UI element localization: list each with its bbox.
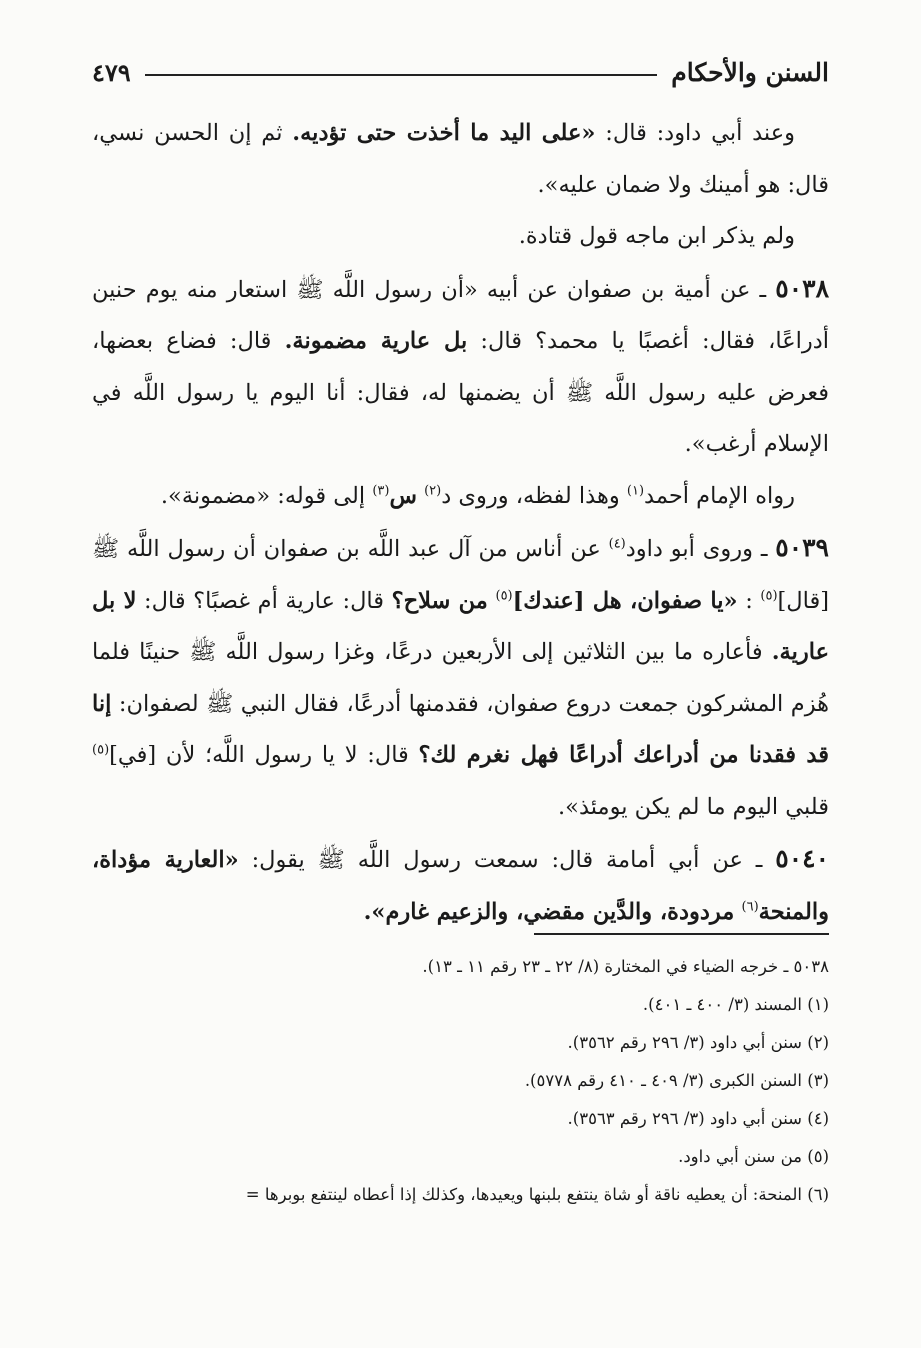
hadith-5038: [92, 263, 829, 471]
hadith-quote: «العارية مؤداة، والمنحة: [92, 847, 829, 925]
hadith-5040: [92, 833, 829, 938]
paragraph-abu-dawud-note: [92, 108, 829, 211]
page-number: ٤٧٩: [92, 57, 131, 87]
hadith-quote: مردودة، والدَّين مقضي، والزعيم غارم».: [363, 898, 735, 925]
text-run: ثم إن الحسن نسي، قال: هو أمينك ولا ضمان عليه».: [92, 120, 829, 198]
footnote-ref: (٦): [741, 899, 759, 914]
header-rule: [145, 74, 658, 76]
footnote-ref: (٤): [608, 536, 626, 552]
footnote-5: (٥) من سنن أبي داود.: [678, 1147, 829, 1166]
paragraph-riwaya: [92, 471, 829, 523]
footnote-ref: (٥): [760, 588, 778, 603]
footnote-separator: [534, 933, 829, 935]
source-abbrev: س: [389, 482, 417, 509]
footnote-ref: (٥): [495, 588, 513, 603]
text-run: وهذا لفظه، وروى د: [441, 482, 620, 509]
hadith-quote: بل عارية مضمونة.: [284, 328, 468, 354]
text-run: قلبي اليوم ما لم يكن يومئذ».: [558, 793, 829, 820]
text-run: قال: لا يا رسول اللَّه؛ لأن [في]: [109, 742, 409, 768]
text-run: إلى قوله: «مضمونة».: [160, 482, 366, 509]
footnotes: [92, 948, 829, 1214]
main-text: [92, 108, 829, 938]
footnote-6: (٦) المنحة: أن يعطيه ناقة أو شاة ينتفع بلبنها ويعيدها، وكذلك إذا أعطاه لينتفع بوبرها =: [245, 1185, 829, 1204]
text-run: قال: عارية أم غصبًا؟ قال:: [144, 587, 385, 614]
footnote-1: (١) المسند (٣/ ٤٠٠ ـ ٤٠١).: [642, 995, 829, 1014]
footnote-3: (٣) السنن الكبرى (٣/ ٤٠٩ ـ ٤١٠ رقم ٥٧٧٨).: [524, 1071, 829, 1090]
footnote-ref: (٣): [372, 483, 390, 498]
page-header: [92, 52, 829, 92]
text-run: وعند أبي داود: قال:: [605, 120, 796, 146]
text-run: رواه الإمام أحمد: [644, 482, 795, 509]
text-run: ـ عن أبي أمامة قال: سمعت رسول اللَّه ﷺ يقول:: [251, 847, 763, 873]
hadith-quote: «على اليد ما أخذت حتى تؤديه.: [292, 120, 596, 146]
hadith-number: ٥٠٤٠: [775, 844, 829, 873]
footnote-ref: (٥): [92, 742, 110, 758]
hadith-quote: لا بل عارية.: [92, 587, 830, 665]
hadith-5039: [92, 522, 829, 833]
hadith-quote: من سلاح؟: [391, 587, 488, 614]
hadith-quote: إنا قد فقدنا من أدراعك أدراعًا فهل نغرم لك؟: [92, 690, 829, 768]
text-run: فأعاره ما بين الثلاثين إلى الأربعين درعًا، وغزا رسول اللَّه ﷺ حنينًا فلما هُزم المشركون جمعت دروع صفوان، فقدمنها أدرعًا، فقال النبي ﷺ لصفوان:: [92, 639, 830, 717]
hadith-number: ٥٠٣٩: [775, 533, 829, 562]
text-run: ـ وروى أبو داود: [625, 536, 768, 562]
text-run: قال: فضاع بعضها، فعرض عليه رسول اللَّه ﷺ أن يضمنها له، فقال: أنا اليوم يا رسول اللَّه في الإسلام أرغب».: [92, 328, 829, 457]
hadith-number: ٥٠٣٨: [775, 273, 829, 303]
paragraph-ibn-majah-note: ولم يذكر ابن ماجه قول قتادة.: [518, 223, 795, 249]
text-run: :: [745, 587, 753, 614]
footnote-2: (٢) سنن أبي داود (٣/ ٢٩٦ رقم ٣٥٦٢).: [567, 1033, 829, 1052]
footnote-ref: (٢): [424, 483, 442, 498]
text-run: ـ عن أمية بن صفوان عن أبيه «أن رسول اللَّه ﷺ استعار منه يوم حنين أدراعًا، فقال: أغصبًا يا محمد؟ قال:: [92, 276, 830, 354]
hadith-quote: «يا صفوان، هل [عندك]: [512, 587, 738, 614]
footnote-4: (٤) سنن أبي داود (٣/ ٢٩٦ رقم ٣٥٦٣).: [567, 1109, 829, 1128]
footnote-5038: ٥٠٣٨ ـ خرجه الضياء في المختارة (٨/ ٢٢ ـ ٢٣ رقم ١١ ـ ١٣).: [422, 957, 829, 976]
running-title: السنن والأحكام: [671, 57, 829, 87]
text-run: عن أناس من آل عبد اللَّه بن صفوان أن رسول اللَّه ﷺ [قال]: [92, 536, 830, 614]
footnote-ref: (١): [626, 483, 645, 498]
